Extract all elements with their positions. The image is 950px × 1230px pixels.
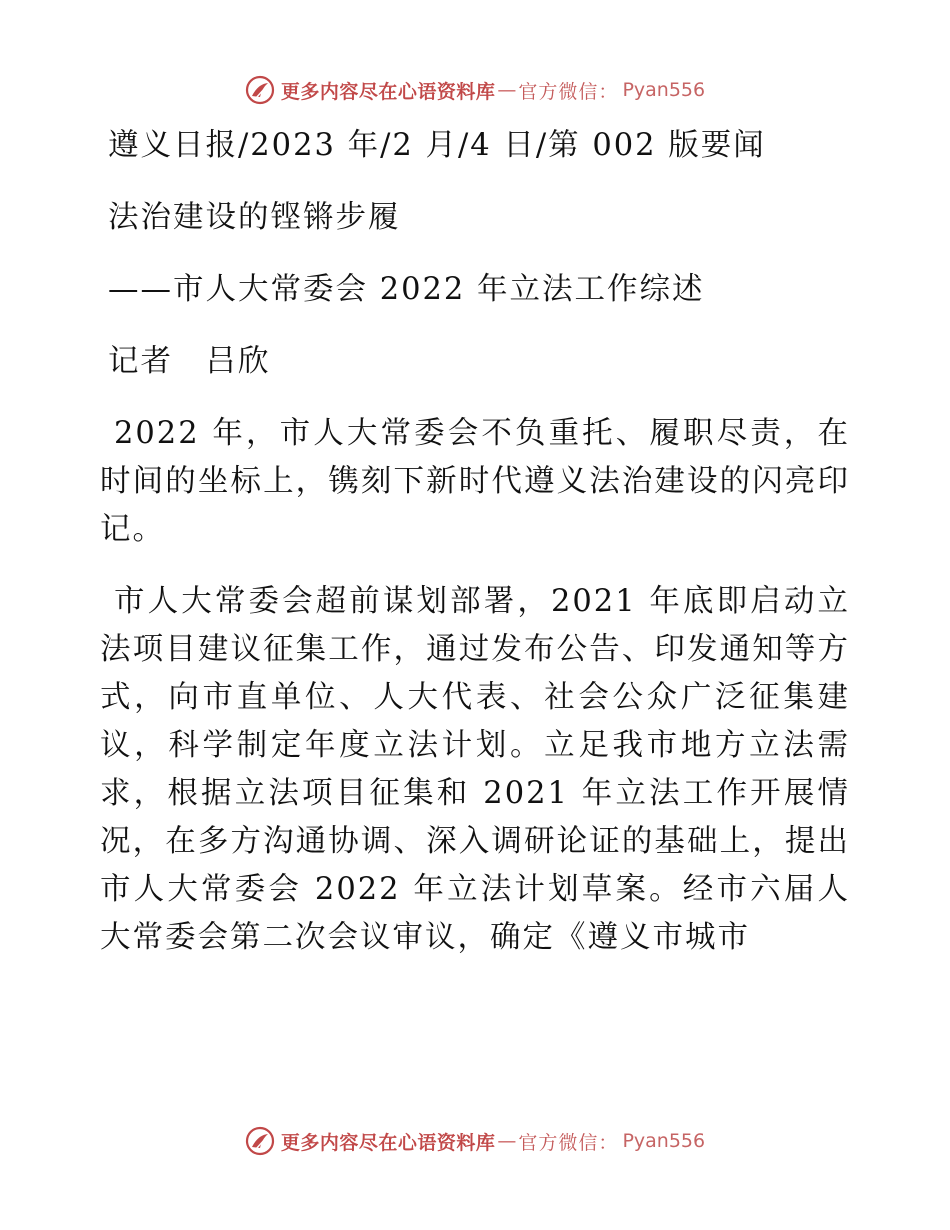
watermark-wechat-id: Pyan556 [622,79,706,101]
watermark-main-text: 更多内容尽在心语资料库 [280,1131,496,1154]
watermark-footer [0,1121,950,1161]
paragraph-1: 2022 年，市人大常委会不负重托、履职尽责，在时间的坐标上，镌刻下新时代遵义法治建设的闪亮印记。 [100,416,850,547]
dateline: 遵义日报/2023 年/2 月/4 日/第 002 版要闻 [108,128,766,163]
byline: 记者 吕欣 [108,344,271,379]
article [100,122,850,986]
article-title: 法治建设的铿锵步履 [108,200,401,235]
watermark-dash: — [497,79,517,101]
library-logo-icon [245,1126,275,1156]
watermark-wechat-id: Pyan556 [622,1130,706,1152]
library-logo-icon [245,75,275,105]
watermark-sub-text: 官方微信： [518,80,619,103]
watermark-sub-text: 官方微信： [518,1131,619,1154]
paragraph-2: 市人大常委会超前谋划部署，2021 年底即启动立法项目建议征集工作，通过发布公告、印发通知等方式，向市直单位、人大代表、社会公众广泛征集建议，科学制定年度立法计划。立足我市地方立法需求，根据立法项目征集和 2021 年立法工作开展情况，在多方沟通协调、深入调研论证的基础上，提出市人大常委会 2022 年立法计划草案。经市六届人大常委会第二次会议审议，确定《遵义市城市 [100,584,850,955]
watermark-header [0,70,950,110]
watermark-main-text: 更多内容尽在心语资料库 [280,80,496,103]
article-subtitle: ——市人大常委会 2022 年立法工作综述 [108,272,705,307]
watermark-dash: — [497,1130,517,1152]
